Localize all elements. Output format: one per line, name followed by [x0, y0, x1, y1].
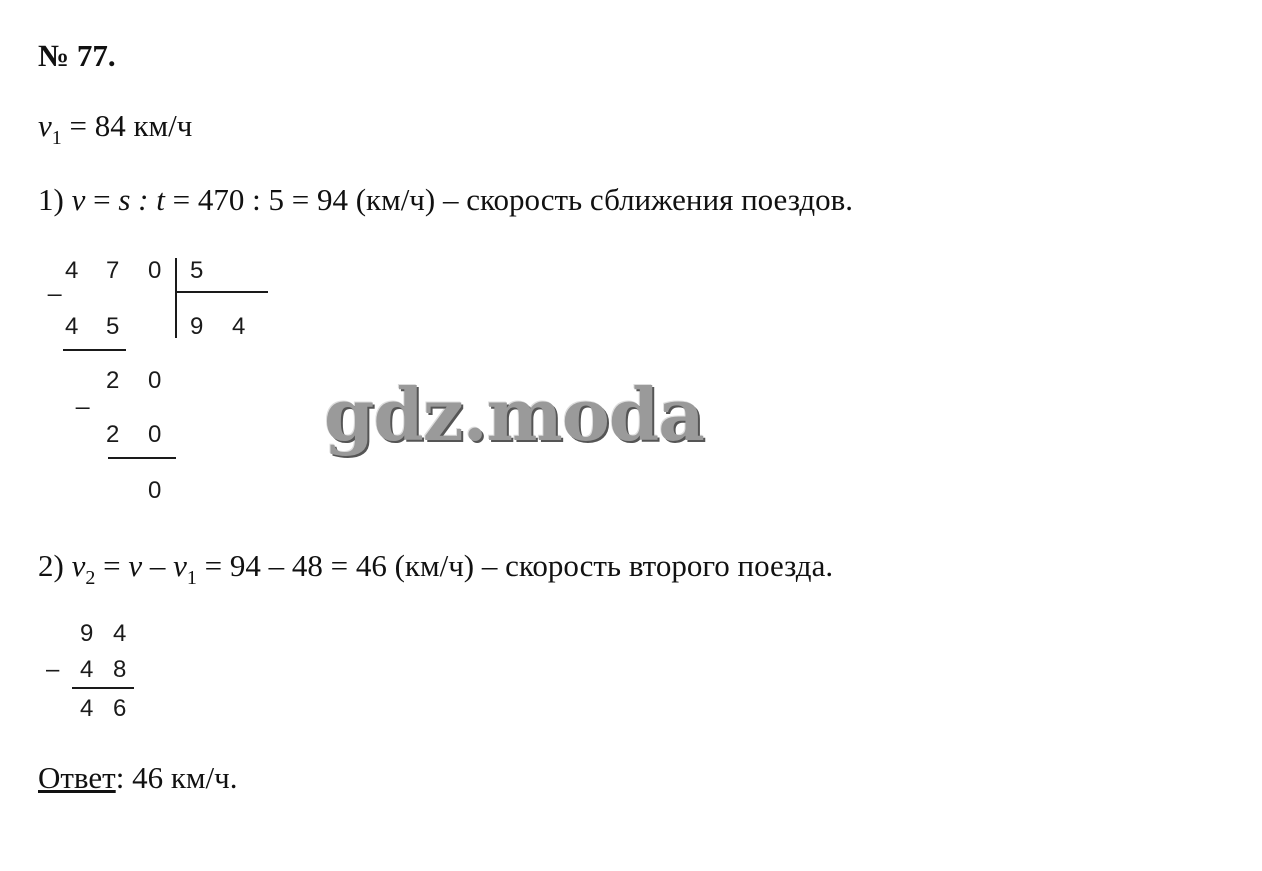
division-minus-1: _: [48, 270, 62, 297]
rem1-digit-1: 2: [106, 367, 120, 394]
step1-eq: =: [85, 182, 119, 217]
sub1-digit-2: 5: [106, 313, 120, 340]
step2-v1: v: [173, 548, 187, 583]
sub-top-digit-2: 4: [113, 620, 127, 647]
sub-bottom-digit-2: 8: [113, 656, 127, 683]
step1-v: v: [71, 182, 86, 217]
step1-s: s: [118, 182, 131, 217]
step1-colon: :: [130, 182, 157, 217]
sub1-digit-1: 4: [65, 313, 79, 340]
step2-prefix: 2): [38, 548, 72, 583]
sub2-underline: [108, 457, 176, 459]
sub-bottom-digit-1: 4: [80, 656, 94, 683]
dividend-digit-3: 0: [148, 257, 162, 284]
sub-result-digit-2: 6: [113, 695, 127, 722]
step1-line: [38, 182, 853, 218]
step2-v2-sub: 2: [85, 567, 96, 589]
given-var: v: [38, 108, 52, 143]
division-minus-2: _: [76, 383, 90, 410]
dividend-digit-2: 7: [106, 257, 120, 284]
sub1-underline: [63, 349, 126, 351]
divisor: 5: [190, 257, 204, 284]
step1-prefix: 1): [38, 182, 72, 217]
answer-line: [38, 760, 237, 796]
subtraction-underline: [72, 687, 134, 689]
sub2-digit-2: 0: [148, 421, 162, 448]
step2-v1-sub: 1: [186, 567, 197, 589]
quotient-digit-2: 4: [232, 313, 246, 340]
step2-eq: =: [95, 548, 129, 583]
quotient-digit-1: 9: [190, 313, 204, 340]
step1-rest: = 470 : 5 = 94 (км/ч) – скорость сближения поездов.: [164, 182, 854, 217]
sub-top-digit-1: 9: [80, 620, 94, 647]
given-sub: 1: [51, 127, 62, 149]
step1-t: t: [156, 182, 165, 217]
given-line: [38, 108, 192, 150]
given-value: = 84 км/ч: [61, 108, 193, 143]
step2-v2: v: [71, 548, 86, 583]
step2-minus: –: [142, 548, 174, 583]
dividend-digit-1: 4: [65, 257, 79, 284]
division-result: 0: [148, 477, 162, 504]
divisor-underline: [176, 291, 268, 293]
answer-label: Ответ: [38, 760, 116, 795]
answer-text: : 46 км/ч.: [115, 760, 238, 795]
step2-rest: = 94 – 48 = 46 (км/ч) – скорость второго поезда.: [196, 548, 834, 583]
sub-result-digit-1: 4: [80, 695, 94, 722]
sub2-digit-1: 2: [106, 421, 120, 448]
division-vertical-bar: [175, 258, 177, 338]
rem1-digit-2: 0: [148, 367, 162, 394]
problem-number: № 77.: [38, 38, 116, 73]
step2-v: v: [128, 548, 143, 583]
subtraction-minus: –: [46, 656, 60, 683]
watermark-logo: gdz.moda: [324, 372, 704, 457]
step2-line: [38, 548, 833, 590]
